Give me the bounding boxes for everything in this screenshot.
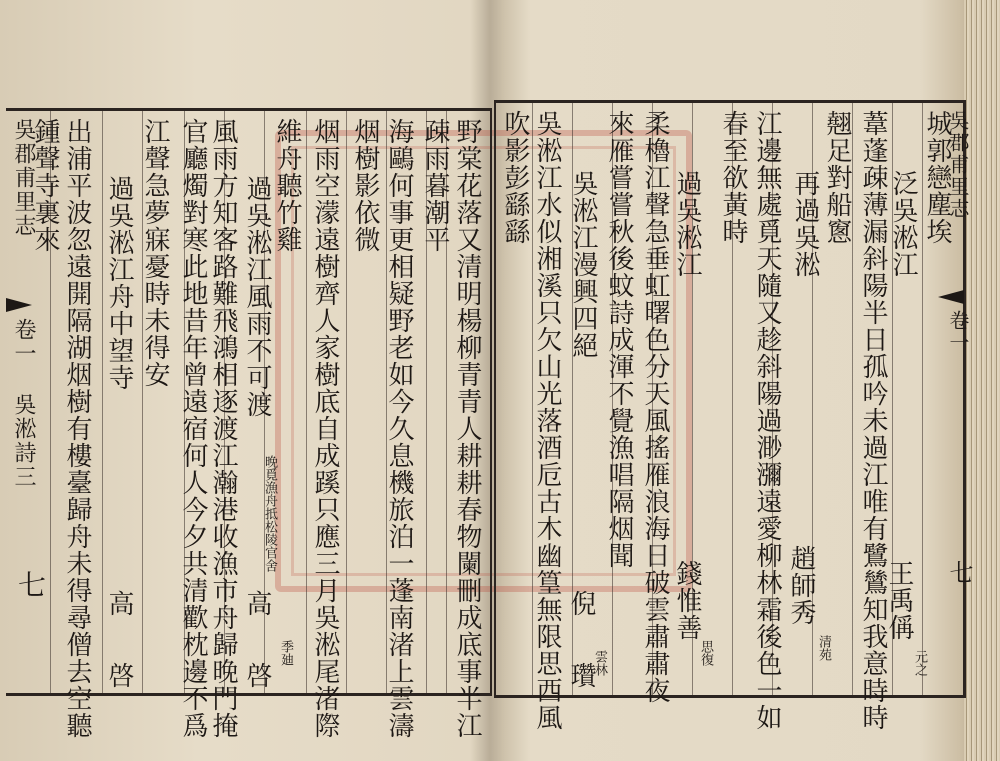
text-column: 風雨方知客路難飛鴻相逐渡江瀚港收漁市舟歸晚門掩	[208, 118, 238, 739]
author-note: 雲林	[592, 650, 607, 676]
text-column: 翹足對船窻	[822, 110, 852, 245]
poem-author: 高 啓	[242, 590, 272, 698]
poem-title: 過吳淞江	[672, 170, 702, 278]
text-column: 烟雨空濛遠樹齊人家樹底自成蹊只應三月吳淞尾渚際	[310, 118, 340, 739]
poem-title-note: 晚覓漁舟抵松陵官舍	[262, 455, 277, 572]
poem-author: 王禹偁	[884, 560, 914, 641]
text-column: 江邊無處覓天隨又趁斜陽過渺瀰遠愛柳林霜後色一如	[752, 110, 782, 731]
text-column: 春至欲黃時	[718, 110, 748, 245]
poem-author: 高 啓	[104, 590, 134, 698]
poem-title: 過吳淞江風雨不可渡	[242, 175, 272, 418]
poem-title: 再過吳淞	[790, 170, 820, 278]
left-margin-leaf: 七	[14, 570, 47, 600]
text-column: 疎雨暮潮平	[420, 118, 450, 253]
text-column: 出浦平波忽遠開隔湖烟樹有樓臺歸舟未得尋僧去空聽	[62, 118, 92, 739]
poem-author: 錢惟善	[672, 560, 702, 641]
text-column: 江聲急夢寐憂時未得安	[140, 118, 170, 388]
text-column: 吳淞江水似湘溪只欠山光落酒卮古木幽篁無限思西風	[532, 110, 562, 731]
author-note: 清苑	[816, 635, 831, 661]
poem-author: 倪 瓚	[566, 590, 596, 698]
poem-title: 泛吳淞江	[888, 170, 918, 278]
author-note: 季廸	[278, 640, 293, 666]
author-note: 元之	[912, 650, 927, 676]
poem-title: 吳淞江漫興四絕	[568, 170, 598, 359]
right-margin-title: 吳郡甫里志	[946, 110, 970, 220]
text-column: 鍾聲寺裏來	[30, 118, 60, 253]
text-column: 吹影彭繇繇	[500, 110, 530, 245]
text-column: 野棠花落又清明楊柳青青人耕耕春物闌刪成底事半江	[452, 118, 482, 739]
poem-author: 趙師秀	[786, 545, 816, 626]
author-note: 思復	[698, 640, 713, 666]
poem-title: 過吳淞江舟中望寺	[104, 175, 134, 391]
text-column: 海鷗何事更相疑野老如今久息機旅泊一蓬南渚上雲濤	[384, 118, 414, 739]
left-margin-title: 吳郡甫里志	[11, 118, 36, 238]
text-column: 城郭戀塵埃	[922, 110, 952, 245]
text-column: 維舟聽竹雞	[272, 118, 302, 253]
text-column: 葦蓬疎薄漏斜陽半日孤吟未過江唯有鷺鷥知我意時時	[858, 110, 888, 731]
text-column: 烟樹影依微	[350, 118, 380, 253]
right-margin-leaf: 七	[945, 560, 973, 586]
left-margin-juan: 卷一 吳淞詩三	[11, 318, 36, 489]
text-column: 柔櫓江聲急垂虹曙色分天風搖雁浪海日破雲肅肅夜	[640, 110, 670, 704]
right-margin-juan: 卷一	[946, 310, 970, 354]
text-column: 來雁嘗嘗秋後蚊詩成渾不覺漁唱隔烟聞	[604, 110, 634, 569]
text-column: 官廳燭對寒此地昔年曾遠宿何人今夕共清歡枕邊不爲	[178, 118, 208, 739]
